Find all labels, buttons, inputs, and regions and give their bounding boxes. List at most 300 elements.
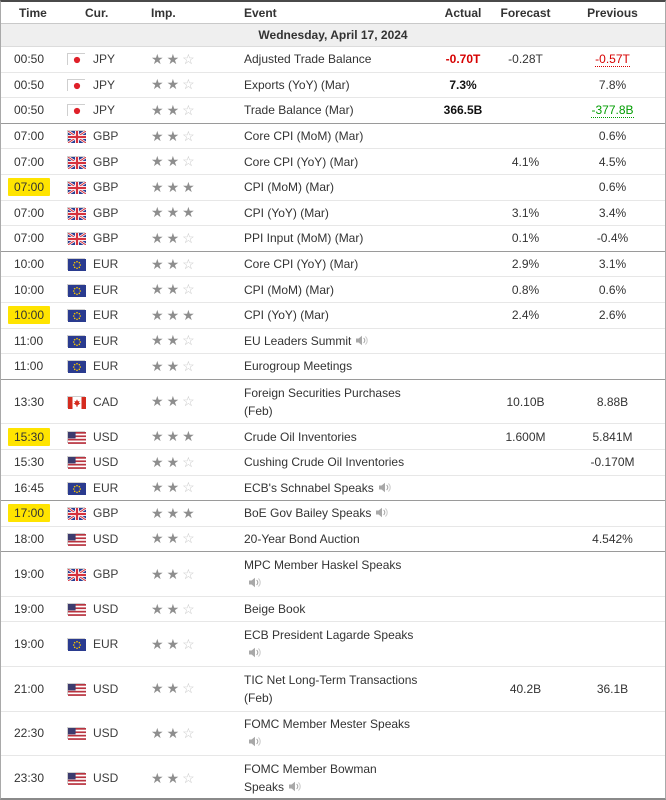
time-cell — [1, 453, 63, 471]
currency-cell — [63, 726, 146, 740]
star-empty-icon: ☆ — [182, 101, 195, 118]
star-filled-icon: ★ — [151, 769, 164, 786]
event-cell — [231, 715, 433, 751]
event-cell — [231, 101, 433, 119]
speaker-icon — [351, 334, 368, 348]
importance-stars — [146, 530, 231, 547]
event-link[interactable]: ECB's Schnabel Speaks — [244, 479, 391, 497]
time-value-highlighted: 17:00 — [8, 504, 50, 522]
event-row — [1, 277, 665, 303]
star-filled-icon: ★ — [151, 393, 164, 410]
time-cell — [1, 178, 63, 196]
previous-value: -377.8B — [591, 103, 634, 118]
event-link[interactable]: Core CPI (YoY) (Mar) — [244, 154, 359, 169]
importance-stars — [146, 230, 231, 247]
star-filled-icon: ★ — [166, 428, 180, 445]
currency-cell — [63, 231, 146, 245]
star-filled-icon: ★ — [166, 393, 180, 410]
currency-code: USD — [93, 771, 119, 786]
event-cell — [231, 556, 433, 592]
time-cell — [1, 101, 63, 119]
previous-value: 8.88B — [596, 394, 629, 409]
event-link[interactable]: MPC Member Haskel Speaks — [244, 556, 401, 592]
actual-value: 7.3% — [449, 77, 477, 92]
event-cell — [231, 255, 433, 273]
importance-stars — [146, 505, 231, 522]
currency-code: USD — [93, 531, 119, 546]
flag-eur-icon — [67, 284, 85, 296]
star-empty-icon: ☆ — [182, 332, 195, 349]
actual-value: -0.70T — [445, 52, 481, 67]
col-header-cur: Cur. — [85, 5, 109, 20]
flag-usd-icon — [67, 772, 85, 784]
flag-eur-icon — [67, 258, 85, 270]
event-cell — [231, 306, 433, 324]
importance-stars — [146, 204, 231, 221]
time-cell — [1, 255, 63, 273]
event-cell — [231, 178, 433, 196]
event-link[interactable]: CPI (YoY) (Mar) — [244, 205, 329, 220]
time-value-highlighted: 07:00 — [8, 178, 50, 196]
event-link[interactable]: FOMC Member Mester Speaks — [244, 715, 410, 751]
time-value: 07:00 — [14, 205, 45, 220]
forecast-value: 40.2B — [509, 681, 542, 696]
currency-code: USD — [93, 429, 119, 444]
importance-stars — [146, 454, 231, 471]
previous-value: 2.6% — [598, 308, 627, 323]
time-cell — [1, 724, 63, 742]
star-filled-icon: ★ — [166, 50, 180, 67]
currency-cell — [63, 78, 146, 92]
event-row — [1, 527, 665, 553]
star-filled-icon: ★ — [182, 428, 195, 445]
star-filled-icon: ★ — [166, 255, 180, 272]
currency-cell — [63, 602, 146, 616]
star-empty-icon: ☆ — [182, 127, 195, 144]
currency-code: EUR — [93, 257, 119, 272]
currency-cell — [63, 308, 146, 322]
currency-code: EUR — [93, 637, 119, 652]
flag-gbp-icon — [67, 207, 85, 219]
currency-code: JPY — [93, 77, 116, 92]
time-cell — [1, 332, 63, 350]
event-cell — [231, 504, 433, 522]
forecast-value: 1.600M — [505, 429, 546, 444]
star-filled-icon: ★ — [166, 530, 180, 547]
importance-stars — [146, 601, 231, 618]
forecast-value: 2.4% — [511, 308, 540, 323]
time-cell — [1, 127, 63, 145]
currency-code: JPY — [93, 52, 116, 67]
star-filled-icon: ★ — [151, 153, 164, 170]
time-value: 16:45 — [14, 480, 45, 495]
previous-value: -0.170M — [590, 455, 635, 470]
event-row — [1, 73, 665, 99]
event-link[interactable]: CPI (MoM) (Mar) — [244, 180, 334, 195]
speaker-icon — [374, 481, 391, 495]
flag-usd-icon — [67, 456, 85, 468]
event-row — [1, 201, 665, 227]
event-link[interactable]: BoE Gov Bailey Speaks — [244, 504, 388, 522]
importance-stars — [146, 332, 231, 349]
star-filled-icon: ★ — [166, 635, 180, 652]
importance-stars — [146, 636, 231, 653]
event-link[interactable]: Foreign Securities Purchases (Feb) — [244, 385, 401, 418]
star-filled-icon: ★ — [151, 306, 164, 323]
col-header-previous: Previous — [587, 5, 638, 20]
event-row — [1, 303, 665, 329]
event-cell — [231, 332, 433, 350]
time-value: 11:00 — [14, 333, 44, 348]
star-filled-icon: ★ — [151, 724, 164, 741]
star-empty-icon: ☆ — [182, 50, 195, 67]
time-cell — [1, 204, 63, 222]
importance-stars — [146, 770, 231, 787]
currency-cell — [63, 506, 146, 520]
currency-cell — [63, 283, 146, 297]
star-empty-icon: ☆ — [182, 600, 195, 617]
actual-value: 366.5B — [443, 103, 483, 118]
currency-cell — [63, 52, 146, 66]
previous-value: -0.4% — [596, 231, 629, 246]
flag-jpy-icon — [67, 79, 85, 91]
star-empty-icon: ☆ — [182, 769, 195, 786]
event-link[interactable]: Beige Book — [244, 602, 306, 617]
forecast-value: 10.10B — [506, 394, 545, 409]
star-filled-icon: ★ — [182, 178, 195, 195]
flag-gbp-icon — [67, 507, 85, 519]
star-filled-icon: ★ — [151, 530, 164, 547]
time-value: 00:50 — [14, 52, 45, 67]
flag-eur-icon — [67, 335, 85, 347]
importance-stars — [146, 566, 231, 583]
event-cell — [231, 453, 433, 471]
event-row — [1, 252, 665, 278]
event-cell — [231, 626, 433, 662]
currency-code: USD — [93, 681, 119, 696]
speaker-icon — [244, 576, 261, 590]
flag-eur-icon — [67, 309, 85, 321]
star-filled-icon: ★ — [151, 357, 164, 374]
speaker-icon — [284, 780, 301, 794]
currency-cell — [63, 129, 146, 143]
star-filled-icon: ★ — [166, 204, 180, 221]
star-filled-icon: ★ — [151, 332, 164, 349]
time-cell — [1, 153, 63, 171]
importance-stars — [146, 725, 231, 742]
time-value: 19:00 — [14, 602, 45, 617]
table-header-row — [1, 2, 665, 24]
event-cell — [231, 384, 433, 420]
currency-code: EUR — [93, 282, 119, 297]
flag-usd-icon — [67, 603, 85, 615]
flag-usd-icon — [67, 533, 85, 545]
event-row — [1, 622, 665, 667]
importance-stars — [146, 102, 231, 119]
time-cell — [1, 635, 63, 653]
event-link[interactable]: FOMC Member Bowman Speaks — [244, 762, 377, 795]
forecast-value: 4.1% — [511, 154, 540, 169]
star-empty-icon: ☆ — [182, 680, 195, 697]
importance-stars — [146, 153, 231, 170]
currency-cell — [63, 257, 146, 271]
currency-cell — [63, 682, 146, 696]
event-link[interactable]: Core CPI (YoY) (Mar) — [244, 257, 359, 272]
currency-cell — [63, 481, 146, 495]
star-empty-icon: ☆ — [182, 281, 195, 298]
event-cell — [231, 229, 433, 247]
col-header-imp: Imp. — [151, 5, 176, 20]
event-link[interactable]: Eurogroup Meetings — [244, 359, 353, 374]
speaker-icon — [244, 646, 261, 660]
event-row — [1, 712, 665, 757]
currency-cell — [63, 430, 146, 444]
star-filled-icon: ★ — [151, 101, 164, 118]
currency-code: GBP — [93, 129, 119, 144]
star-filled-icon: ★ — [166, 127, 180, 144]
star-filled-icon: ★ — [182, 504, 195, 521]
previous-value: 36.1B — [596, 681, 629, 696]
star-empty-icon: ☆ — [182, 453, 195, 470]
time-value: 19:00 — [14, 567, 45, 582]
star-filled-icon: ★ — [166, 565, 180, 582]
star-filled-icon: ★ — [166, 229, 180, 246]
star-filled-icon: ★ — [182, 204, 195, 221]
time-cell — [1, 76, 63, 94]
event-link[interactable]: CPI (MoM) (Mar) — [244, 282, 334, 297]
event-link[interactable]: Cushing Crude Oil Inventories — [244, 455, 405, 470]
event-row — [1, 476, 665, 502]
time-value: 15:30 — [14, 455, 45, 470]
importance-stars — [146, 179, 231, 196]
event-link[interactable]: Exports (YoY) (Mar) — [244, 77, 350, 92]
star-filled-icon: ★ — [151, 600, 164, 617]
importance-stars — [146, 358, 231, 375]
time-value: 11:00 — [14, 359, 44, 374]
event-row — [1, 667, 665, 712]
flag-jpy-icon — [67, 104, 85, 116]
importance-stars — [146, 51, 231, 68]
event-link[interactable]: PPI Input (MoM) (Mar) — [244, 231, 364, 246]
star-filled-icon: ★ — [166, 306, 180, 323]
star-filled-icon: ★ — [166, 504, 180, 521]
star-empty-icon: ☆ — [182, 357, 195, 374]
event-cell — [231, 479, 433, 497]
flag-gbp-icon — [67, 156, 85, 168]
event-cell — [231, 600, 433, 618]
star-filled-icon: ★ — [182, 306, 195, 323]
event-row — [1, 424, 665, 450]
currency-code: JPY — [93, 103, 116, 118]
event-cell — [231, 76, 433, 94]
previous-value: 4.5% — [598, 154, 627, 169]
previous-value: -0.57T — [595, 52, 630, 67]
currency-cell — [63, 334, 146, 348]
time-value: 23:30 — [14, 771, 45, 786]
event-link[interactable]: Adjusted Trade Balance — [244, 52, 372, 67]
star-filled-icon: ★ — [166, 769, 180, 786]
previous-value: 7.8% — [598, 77, 627, 92]
star-empty-icon: ☆ — [182, 229, 195, 246]
col-header-forecast: Forecast — [500, 5, 551, 20]
importance-stars — [146, 393, 231, 410]
previous-value: 0.6% — [598, 129, 627, 144]
star-filled-icon: ★ — [166, 357, 180, 374]
star-filled-icon: ★ — [151, 127, 164, 144]
event-link[interactable]: TIC Net Long-Term Transactions (Feb) — [244, 672, 418, 705]
star-filled-icon: ★ — [166, 600, 180, 617]
event-row — [1, 756, 665, 800]
event-row — [1, 450, 665, 476]
event-link[interactable]: CPI (YoY) (Mar) — [244, 308, 329, 323]
importance-stars — [146, 307, 231, 324]
star-empty-icon: ☆ — [182, 530, 195, 547]
star-filled-icon: ★ — [166, 178, 180, 195]
event-cell — [231, 428, 433, 446]
event-link[interactable]: Crude Oil Inventories — [244, 429, 357, 444]
star-filled-icon: ★ — [166, 332, 180, 349]
importance-stars — [146, 680, 231, 697]
flag-cad-icon — [67, 396, 85, 408]
flag-gbp-icon — [67, 181, 85, 193]
event-link[interactable]: EU Leaders Summit — [244, 332, 368, 350]
star-filled-icon: ★ — [151, 479, 164, 496]
event-row — [1, 354, 665, 380]
star-empty-icon: ☆ — [182, 565, 195, 582]
importance-stars — [146, 281, 231, 298]
time-cell — [1, 229, 63, 247]
previous-value: 3.1% — [598, 257, 627, 272]
previous-value: 5.841M — [592, 429, 633, 444]
currency-code: GBP — [93, 506, 119, 521]
star-empty-icon: ☆ — [182, 393, 195, 410]
currency-code: GBP — [93, 180, 119, 195]
time-cell — [1, 600, 63, 618]
time-value: 10:00 — [14, 257, 45, 272]
currency-code: CAD — [93, 394, 119, 409]
time-cell — [1, 530, 63, 548]
currency-code: GBP — [93, 205, 119, 220]
importance-stars — [146, 256, 231, 273]
star-filled-icon: ★ — [166, 453, 180, 470]
event-row — [1, 380, 665, 425]
currency-cell — [63, 155, 146, 169]
forecast-value: 0.8% — [511, 282, 540, 297]
star-empty-icon: ☆ — [182, 635, 195, 652]
currency-cell — [63, 180, 146, 194]
currency-code: GBP — [93, 231, 119, 246]
event-cell — [231, 281, 433, 299]
currency-code: USD — [93, 602, 119, 617]
star-filled-icon: ★ — [151, 281, 164, 298]
currency-cell — [63, 567, 146, 581]
star-filled-icon: ★ — [166, 281, 180, 298]
star-filled-icon: ★ — [151, 680, 164, 697]
event-link[interactable]: Trade Balance (Mar) — [244, 103, 354, 118]
star-filled-icon: ★ — [151, 635, 164, 652]
event-cell — [231, 153, 433, 171]
event-link[interactable]: ECB President Lagarde Speaks — [244, 626, 413, 662]
flag-eur-icon — [67, 638, 85, 650]
importance-stars — [146, 128, 231, 145]
time-cell — [1, 769, 63, 787]
col-header-actual: Actual — [444, 5, 482, 20]
star-filled-icon: ★ — [166, 153, 180, 170]
event-row — [1, 149, 665, 175]
currency-cell — [63, 532, 146, 546]
time-value: 00:50 — [14, 77, 45, 92]
previous-value: 0.6% — [598, 282, 627, 297]
col-header-event: Event — [244, 5, 277, 20]
event-row — [1, 124, 665, 150]
event-cell — [231, 204, 433, 222]
time-value-highlighted: 15:30 — [8, 428, 50, 446]
star-empty-icon: ☆ — [182, 153, 195, 170]
currency-cell — [63, 455, 146, 469]
star-filled-icon: ★ — [166, 479, 180, 496]
event-row — [1, 47, 665, 73]
event-cell — [231, 357, 433, 375]
currency-code: GBP — [93, 567, 119, 582]
star-filled-icon: ★ — [166, 724, 180, 741]
star-empty-icon: ☆ — [182, 76, 195, 93]
time-cell — [1, 306, 63, 324]
time-value-highlighted: 10:00 — [8, 306, 50, 324]
event-link[interactable]: 20-Year Bond Auction — [244, 531, 360, 546]
forecast-value: 3.1% — [511, 205, 540, 220]
flag-gbp-icon — [67, 568, 85, 580]
event-cell — [231, 530, 433, 548]
importance-stars — [146, 76, 231, 93]
star-filled-icon: ★ — [151, 50, 164, 67]
time-value: 07:00 — [14, 231, 45, 246]
event-cell — [231, 671, 433, 707]
time-cell — [1, 479, 63, 497]
star-filled-icon: ★ — [151, 229, 164, 246]
speaker-icon — [244, 735, 261, 749]
star-filled-icon: ★ — [166, 76, 180, 93]
event-cell — [231, 760, 433, 796]
time-value: 19:00 — [14, 637, 45, 652]
currency-cell — [63, 359, 146, 373]
star-filled-icon: ★ — [151, 504, 164, 521]
currency-code: GBP — [93, 154, 119, 169]
time-value: 18:00 — [14, 531, 45, 546]
event-cell — [231, 127, 433, 145]
star-filled-icon: ★ — [166, 101, 180, 118]
star-empty-icon: ☆ — [182, 255, 195, 272]
time-value: 00:50 — [14, 103, 45, 118]
event-cell — [231, 50, 433, 68]
event-row — [1, 175, 665, 201]
flag-gbp-icon — [67, 232, 85, 244]
event-link[interactable]: Core CPI (MoM) (Mar) — [244, 129, 364, 144]
time-cell — [1, 428, 63, 446]
speaker-icon — [371, 506, 388, 520]
currency-cell — [63, 637, 146, 651]
currency-code: EUR — [93, 308, 119, 323]
star-filled-icon: ★ — [151, 76, 164, 93]
star-filled-icon: ★ — [151, 178, 164, 195]
event-row — [1, 597, 665, 623]
event-row — [1, 329, 665, 355]
flag-gbp-icon — [67, 130, 85, 142]
previous-value: 0.6% — [598, 180, 627, 195]
star-filled-icon: ★ — [151, 204, 164, 221]
star-filled-icon: ★ — [151, 255, 164, 272]
flag-eur-icon — [67, 482, 85, 494]
currency-code: USD — [93, 726, 119, 741]
